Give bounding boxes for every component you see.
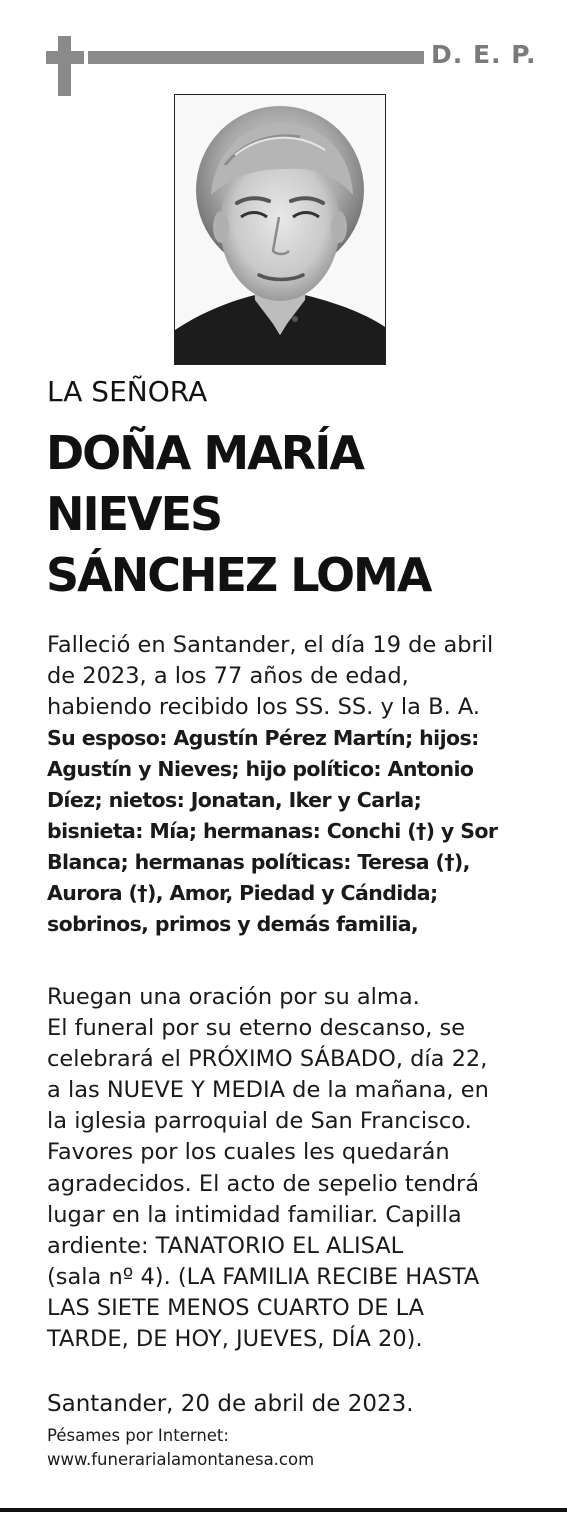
funeral-line: Favores por los cuales les quedarán: [47, 1139, 450, 1166]
funeral-line: TARDE, DE HOY, JUEVES, DÍA 20).: [47, 1326, 423, 1353]
funeral-line: lugar en la intimidad familiar. Capilla: [47, 1201, 462, 1228]
funeral-line: la iglesia parroquial de San Francisco.: [47, 1108, 472, 1135]
funeral-line: a las NUEVE Y MEDIA de la mañana, en: [47, 1077, 489, 1104]
family-line: Agustín y Nieves; hijo político: Antonio: [47, 757, 474, 781]
funeral-line: El funeral por su eterno descanso, se: [47, 1015, 466, 1042]
bottom-rule: [0, 1508, 567, 1512]
death-line: habiendo recibido los SS. SS. y la B. A.: [47, 694, 481, 720]
portrait-photo: [174, 94, 386, 365]
family-line: Blanca; hermanas políticas: Teresa (†),: [47, 850, 470, 874]
name-line: SÁNCHEZ LOMA: [46, 548, 431, 602]
name-line: NIEVES: [46, 487, 222, 541]
family-line: Aurora (†), Amor, Piedad y Cándida;: [47, 881, 438, 905]
funeral-details: [47, 982, 557, 1355]
funeral-line: LAS SIETE MENOS CUARTO DE LA: [47, 1294, 425, 1321]
family-line: sobrinos, primos y demás familia,: [47, 912, 419, 936]
family-line: Díez; nietos: Jonatan, Iker y Carla;: [47, 788, 422, 812]
family-line: bisnieta: Mía; hermanas: Conchi (†) y Sor: [47, 819, 498, 843]
condolences-label: Pésames por Internet:: [47, 1426, 229, 1445]
name-line: DOÑA MARÍA: [46, 426, 363, 480]
place-date-signoff: Santander, 20 de abril de 2023.: [47, 1391, 414, 1417]
funeral-line: agradecidos. El acto de sepelio tendrá: [47, 1170, 480, 1197]
deceased-name: [46, 423, 546, 606]
death-line: de 2023, a los 77 años de edad,: [47, 663, 409, 689]
portrait-image: [175, 95, 385, 364]
family-line: Su esposo: Agustín Pérez Martín; hijos:: [47, 726, 479, 750]
dep-label: D. E. P.: [431, 40, 537, 69]
death-line: Falleció en Santander, el día 19 de abril: [47, 632, 494, 658]
family-list: [47, 723, 552, 940]
condolences-url-link[interactable]: www.funerarialamontanesa.com: [47, 1450, 315, 1469]
funeral-line: celebrará el PRÓXIMO SÁBADO, día 22,: [47, 1046, 488, 1073]
funeral-line: Ruegan una oración por su alma.: [47, 984, 420, 1010]
funeral-line: ardiente: TANATORIO EL ALISAL: [47, 1232, 404, 1259]
funeral-line: (sala nº 4). (LA FAMILIA RECIBE HASTA: [47, 1263, 480, 1290]
header-rule: [88, 51, 424, 64]
cross-icon: [46, 36, 84, 96]
death-announcement: [47, 630, 547, 723]
condolences-block: [47, 1424, 314, 1472]
honorific-intro: LA SEÑORA: [47, 375, 208, 408]
